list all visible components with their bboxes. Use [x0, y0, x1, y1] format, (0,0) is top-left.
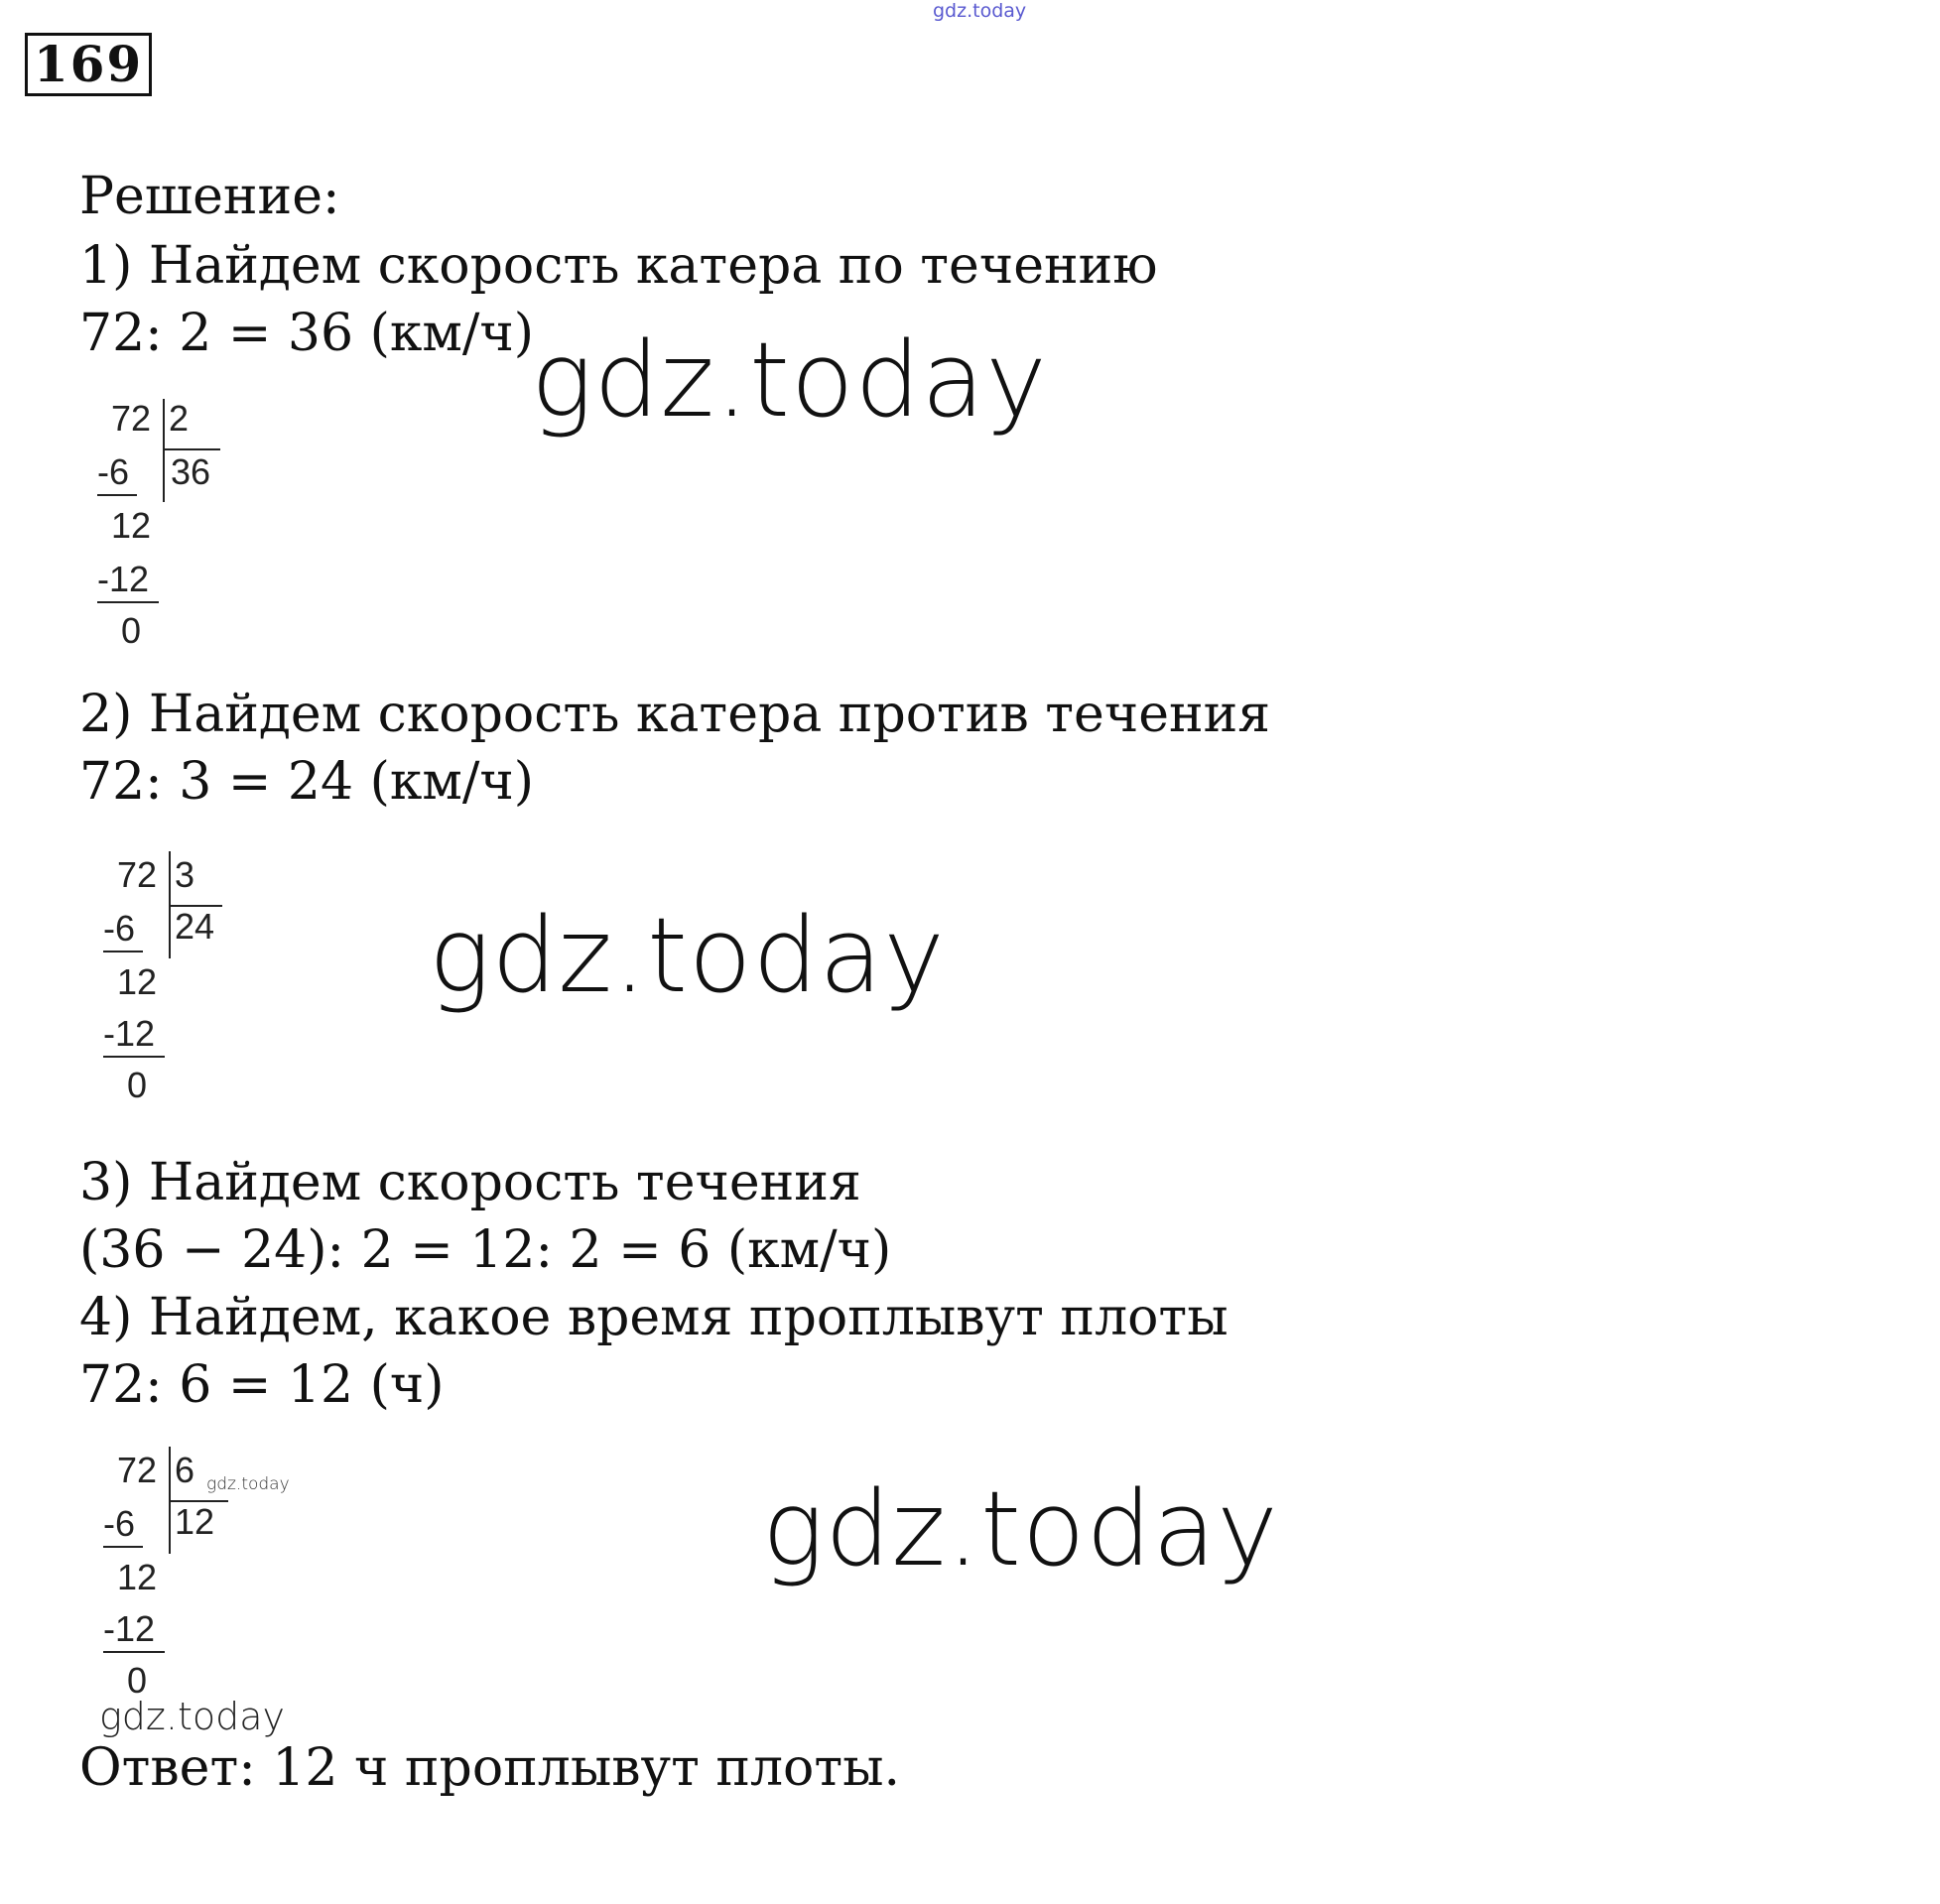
division-dividend: 72 [117, 1450, 158, 1490]
division-quotient: 24 [175, 906, 215, 947]
division-dividend: 72 [117, 854, 158, 895]
division-underline-2 [97, 601, 159, 603]
division-underline-2 [103, 1056, 165, 1058]
top-watermark: gdz.today [933, 0, 1027, 22]
division-vertical-line [163, 399, 165, 502]
division-subtrahend-1: -6 [103, 1503, 136, 1544]
division-quotient: 12 [175, 1501, 215, 1542]
division-divisor: 3 [175, 854, 195, 895]
long-division-2 [103, 854, 242, 1105]
division-divisor: 6 [175, 1450, 195, 1490]
division-underline-1 [103, 951, 143, 952]
step-4-text: 4) Найдем, какое время проплывут плоты [79, 1288, 1229, 1347]
division-horizontal-line [163, 448, 220, 450]
division-subtrahend-2: -12 [97, 559, 150, 599]
watermark-large-3: gdz.today [762, 1468, 1279, 1589]
division-subtrahend-2: -12 [103, 1013, 156, 1054]
step-1-expression: 72: 2 = 36 (км/ч) [79, 304, 535, 363]
division-remainder-1: 12 [111, 505, 152, 546]
division-subtrahend-2: -12 [103, 1608, 156, 1649]
division-underline-1 [97, 494, 137, 496]
division-remainder-1: 12 [117, 1557, 158, 1597]
watermark-large-2: gdz.today [429, 895, 946, 1016]
solution-heading: Решение: [79, 167, 340, 226]
division-subtrahend-1: -6 [103, 908, 136, 949]
division-dividend: 72 [111, 398, 152, 439]
answer-text: Ответ: 12 ч проплывут плоты. [79, 1738, 901, 1798]
division-divisor: 2 [169, 398, 190, 439]
step-3-text: 3) Найдем скорость течения [79, 1153, 861, 1212]
step-3-expression: (36 − 24): 2 = 12: 2 = 6 (км/ч) [79, 1220, 892, 1280]
long-division-1 [97, 398, 236, 651]
watermark-medium: gdz.today [99, 1695, 285, 1738]
step-2-text: 2) Найдем скорость катера против течения [79, 685, 1271, 744]
division-remainder-2: 0 [127, 1660, 148, 1701]
step-1-text: 1) Найдем скорость катера по течению [79, 236, 1158, 296]
division-subtrahend-1: -6 [97, 451, 130, 492]
watermark-large-1: gdz.today [531, 319, 1048, 441]
division-quotient: 36 [171, 451, 211, 492]
step-2-expression: 72: 3 = 24 (км/ч) [79, 752, 535, 812]
watermark-small: gdz.today [206, 1474, 290, 1494]
division-remainder-1: 12 [117, 961, 158, 1002]
division-underline-1 [103, 1546, 143, 1548]
problem-number-box: 169 [25, 33, 152, 96]
step-4-expression: 72: 6 = 12 (ч) [79, 1355, 445, 1415]
division-remainder-2: 0 [121, 610, 142, 651]
division-remainder-2: 0 [127, 1065, 148, 1105]
division-underline-2 [103, 1651, 165, 1653]
